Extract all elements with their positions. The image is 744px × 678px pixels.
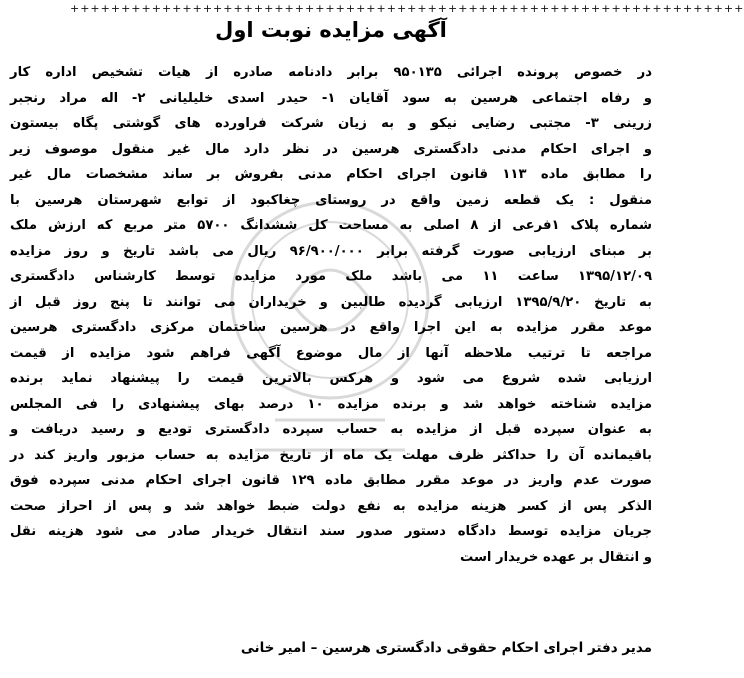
- body-line: زرینی ۳- مجتبی رضایی نیکو و به زیان شرکت فراورده های گوشتی پگاه بیستون: [10, 116, 652, 131]
- body-line: موعد مقرر مزایده به این اجرا واقع در هرسین ساختمان مرکزی دادگستری هرسین: [10, 320, 652, 335]
- body-line: صورت عدم واریز در موعد مقرر مطابق ماده ۱۲۹ قانون اجرای احکام مدنی سپرده فوق: [10, 473, 652, 488]
- body-line: مراجعه تا ترتیب ملاحظه آنها از مال موضوع آگهی فراهم شود مزایده از قیمت: [10, 345, 652, 361]
- body-line: و رفاه اجتماعی هرسین به سود آقایان ۱- حیدر اسدی خلیلیانی ۲- اله مراد رنجبر: [10, 90, 653, 106]
- body-line: در خصوص پرونده اجرائی ۹۵۰۱۳۵ برابر دادنامه صادره از هیات تشخیص اداره کار: [10, 65, 652, 80]
- body-line: ارزیابی شده شروع می شود و هرکس بالاترین قیمت را پیشنهاد نماید برنده: [10, 371, 652, 386]
- ad-body: [10, 60, 652, 570]
- body-line: الذکر پس از کسر هزینه مزایده به نفع دولت ضبط خواهد شد و پس از احراز صحت: [10, 498, 652, 514]
- body-line: و اجرای احکام مدنی دادگستری هرسین در نظر دارد مال غیر منقول موصوف زیر: [10, 141, 652, 157]
- body-line: ۱۳۹۵/۱۲/۰۹ ساعت ۱۱ می باشد ملک مورد مزایده توسط کارشناس دادگستری: [10, 269, 652, 284]
- body-line: باقیمانده آن را حداکثر ظرف مهلت یک ماه از تاریخ مزایده به حساب مزبور واریز کند در: [10, 447, 652, 463]
- body-line: به تاریخ ۱۳۹۵/۹/۲۰ ارزیابی گردیده طالبین و خریداران می توانند تا پنج روز قبل از: [10, 294, 652, 310]
- body-line: را مطابق ماده ۱۱۳ قانون اجرای احکام مدنی بفروش بر ساند مشخصات مال غیر: [10, 167, 653, 182]
- body-line: شماره پلاک ۱فرعی از ۸ اصلی به مساحت کل ششدانگ ۵۷۰۰ متر مربع که ارزش ملک: [10, 218, 653, 233]
- body-line: مزایده شناخته خواهد شد و برنده مزایده ۱۰ درصد بهای پیشنهادی را فی المجلس: [10, 396, 652, 412]
- body-line: و انتقال بر عهده خریدار است: [459, 549, 652, 565]
- body-line: جریان مزایده توسط دادگاه دستور صدور سند انتقال خریدار صادر می شود هزینه نقل: [10, 524, 652, 539]
- signature-line: مدیر دفتر اجرای احکام حقوقی دادگستری هرسین – امیر خانی: [240, 640, 652, 656]
- body-line: به عنوان سپرده قبل از مزایده به حساب سپرده دادگستری تودیع و رسید دریافت و: [10, 422, 652, 437]
- body-line: بر مبنای ارزیابی صورت گرفته برابر ۹۶/۹۰۰/۰۰۰ ریال می باشد تاریخ و روز مزایده: [10, 243, 652, 259]
- decorative-star-border: ++++++++++++++++++++++++++++++++++++++++++++++++++++++++++++++++++: [70, 2, 744, 15]
- body-line: منقول : یک قطعه زمین واقع در روستای چغاکبود از توابع شهرستان هرسین با: [10, 192, 652, 208]
- ad-title: آگهی مزایده نوبت اول: [215, 18, 447, 42]
